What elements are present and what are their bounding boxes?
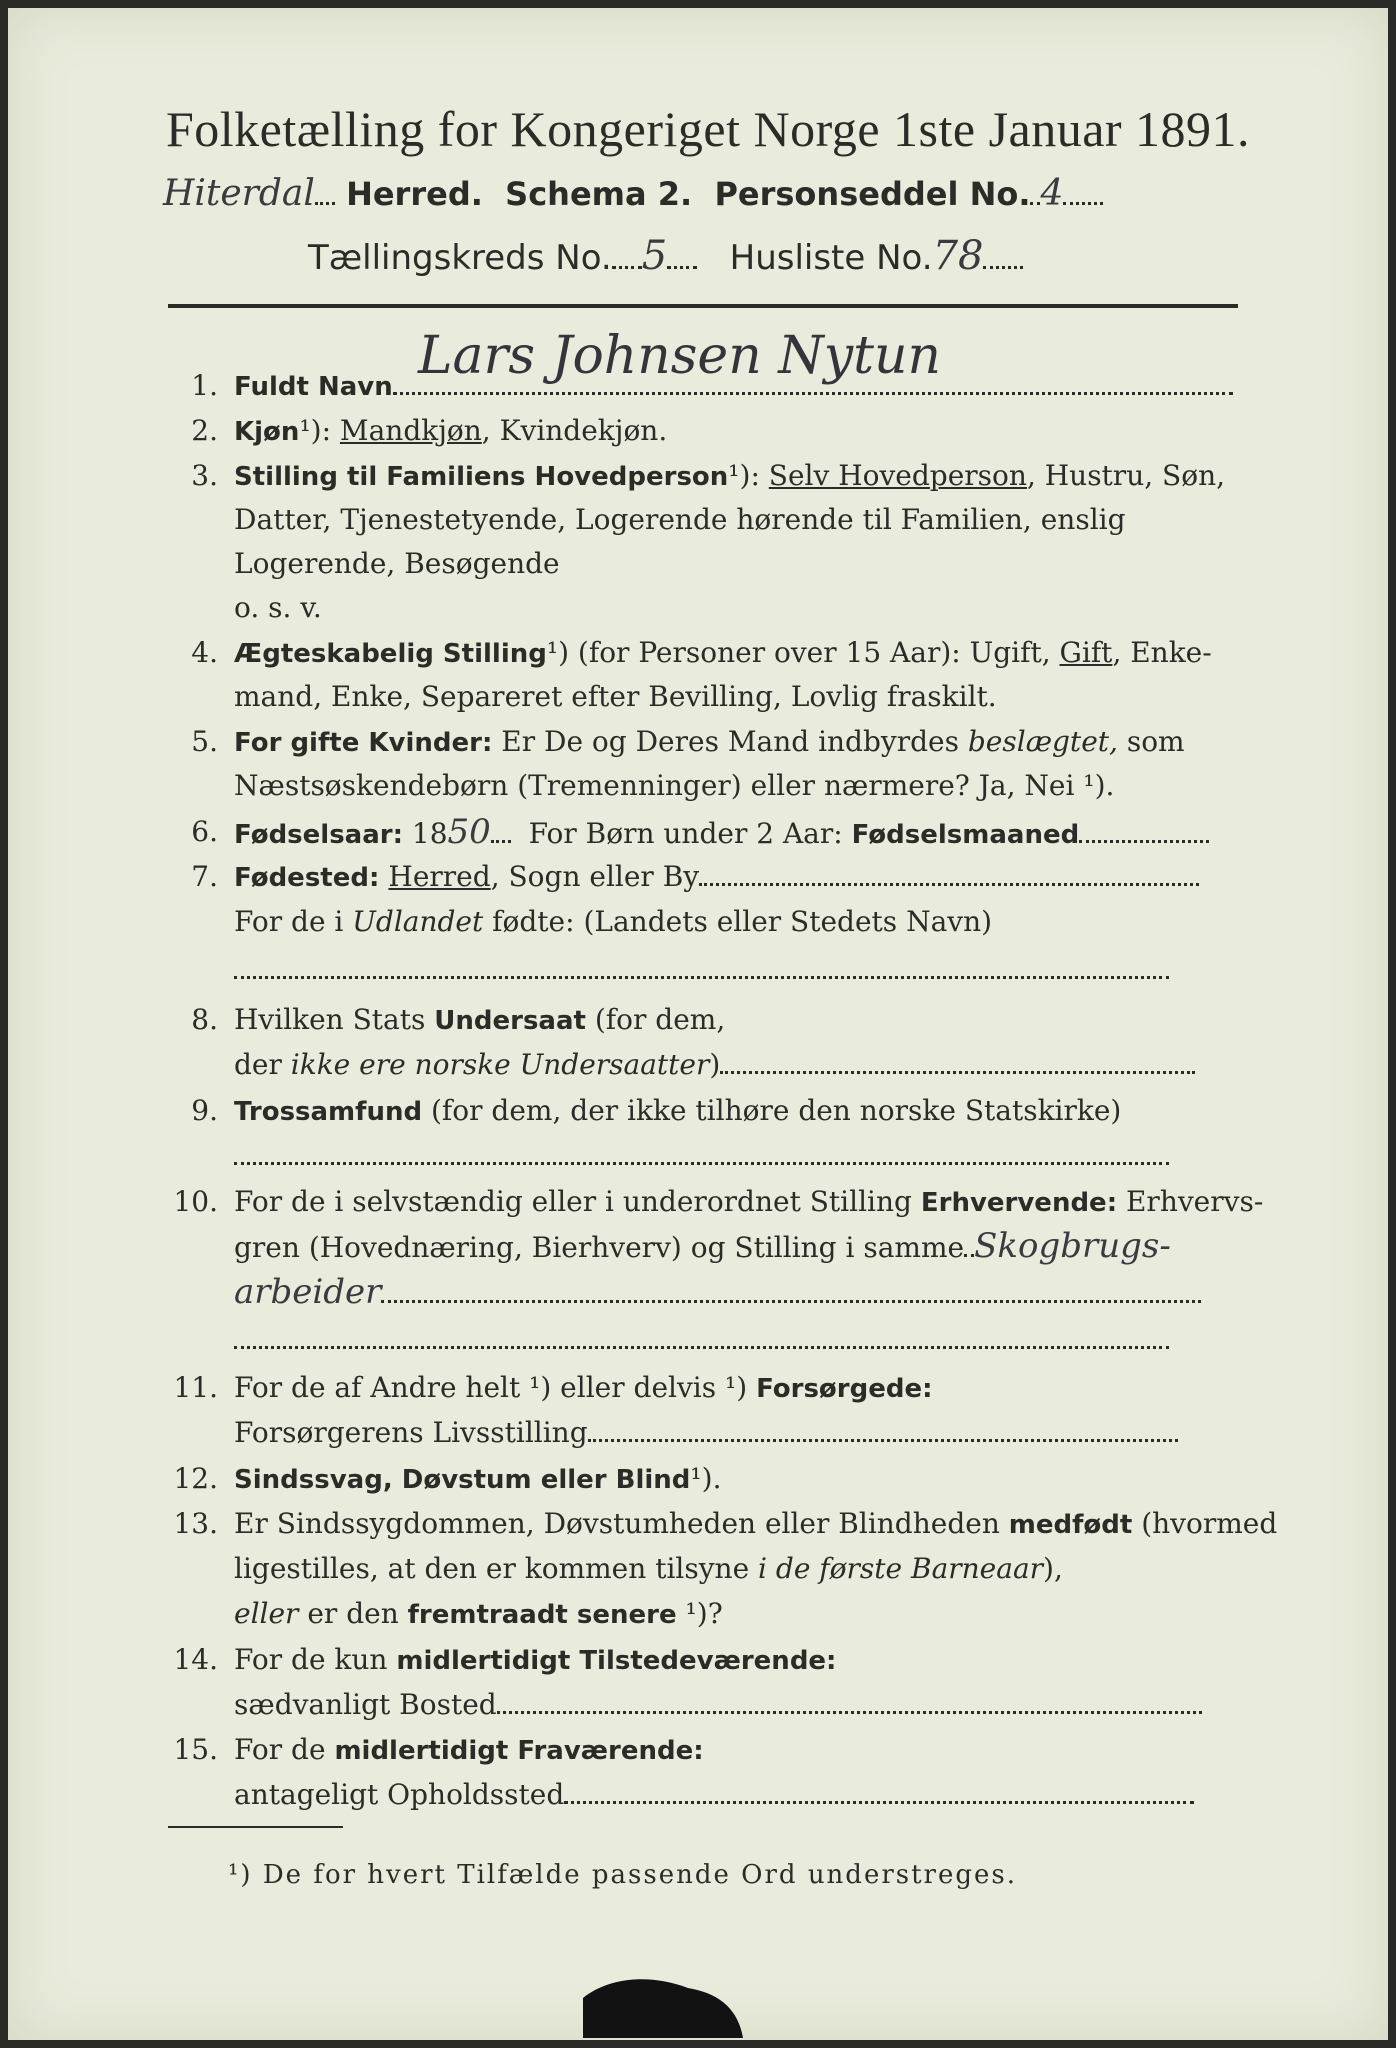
- birth-year-handwritten: 50: [447, 812, 491, 852]
- husliste-number: 78: [932, 233, 984, 279]
- taellingskreds-label: Tællingskreds No.: [308, 238, 612, 278]
- occupation-handwritten-2: arbeider: [234, 1272, 382, 1312]
- header-rule: [168, 304, 1238, 308]
- schema-label: Schema 2.: [505, 175, 693, 213]
- herred-label: Herred.: [346, 175, 483, 213]
- personseddel-label: Personseddel No.: [714, 175, 1031, 213]
- ink-blot: [578, 1968, 748, 2040]
- herred-handwritten: Hiterdal: [163, 173, 315, 214]
- kreds-line: [308, 233, 1023, 279]
- personseddel-number: 4: [1040, 173, 1064, 214]
- form-title: Folketælling for Kongeriget Norge 1ste Januar 1891.: [165, 101, 1251, 157]
- taellingskreds-number: 5: [641, 233, 668, 279]
- footnote-rule: [168, 1826, 343, 1828]
- fuldt-navn-handwritten: Lars Johnsen Nytun: [418, 326, 941, 386]
- herred-line: [163, 173, 1103, 214]
- census-form-sheet: Folketælling for Kongeriget Norge 1ste Januar 1891. Hiterdal Herred. Schema 2. Personseddel No. 4 Tællingskreds No. 5 Husliste No.78 1. Fuldt Navn Lars Johnsen Nytun 2. Kjøn¹): Mandkjøn, Kvindekjøn. 3. Stilling til Familiens Hovedperson¹): Selv Hovedperson, Hustru, Søn, Datter, Tjenestetyende, Logerende hørende til Familien, enslig Logerende, Besøgende o. s. v. 4. Ægteskabelig Stilling¹) (for Personer over 15 Aar): Ugift, Gift, Enke- mand, Enke, Separeret efter Bevilling, Lovlig fraskilt. 5. For gifte Kvinder: Er De og Deres Mand indbyrdes beslægtet, som Næstsøskendebørn (Tremenninger) eller nærmere? Ja, Nei ¹). 6. Fødselsaar: 1850 For Børn under 2 Aar: Fødselsmaaned 7. Fødested: Herred, Sogn eller By For de i Udlandet fødte: (Landets eller Stedets Navn) 8. Hvilken Stats Undersaat (for dem, der ikke ere norske Undersaatter) 9. Trossamfund (for dem, der ikke tilhøre den norske Statskirke) 10. For de i selvstændig eller i underordnet Stilling Erhvervende: Erhvervs- gren (Hovednæring, Bierhverv) og Stilling i samme Skogbrugs- arbeider 11. For de af Andre helt ¹) eller delvis ¹) Forsørgede: Forsørgerens Livsstilling 12. Sindssvag, Døvstum eller Blind¹). 13. Er Sindssygdommen, Døvstumheden eller Blindheden medfødt (hvormed ligestilles, at den er kommen tilsyne i de første Barneaar), eller er den fremtraadt senere ¹)? 14. For de kun midlertidigt Tilstedeværende: sædvanligt Bosted 15. For de midlertidigt Fraværende: antageligt Opholdssted ¹) De for hvert Tilfælde passende Ord understreges.: [8, 8, 1388, 2040]
- footnote: ¹) De for hvert Tilfælde passende Ord understreges.: [228, 1860, 1018, 1890]
- occupation-handwritten-1: Skogbrugs-: [974, 1226, 1171, 1266]
- husliste-label: Husliste No.: [729, 238, 933, 278]
- item-1-label: Fuldt Navn: [234, 372, 393, 402]
